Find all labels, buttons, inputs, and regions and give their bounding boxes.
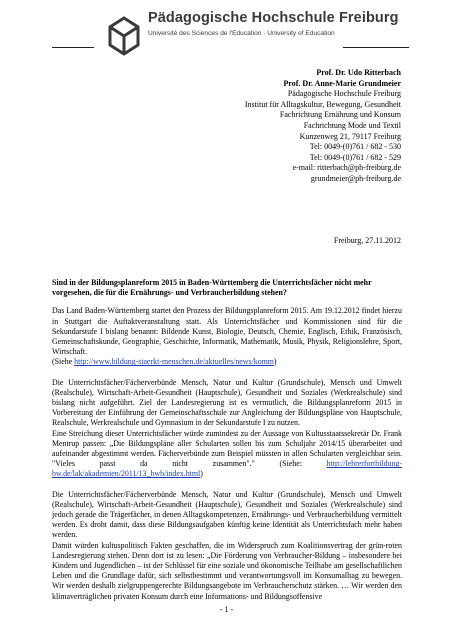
paragraph-text: Die Unterrichtsfächer/Fächerverbünde Mensch, Natur und Kultur (Grundschule), Mensch und Umwelt (Realschule), Wirtschaft-Arbeit-Gesundheit (Hauptschule), Gesundheit und Soziales (Werkrealschule) sind bislang nicht aufgeführt. Ziel der Landesregierung ist es vermutlich, die Bildungsplanreform 2015 in Vorbereitung der Einführung der Gemeinschaftsschule zur Angleichung der Bildungspläne von Hauptschule, Realschule, Werkrealschule und Gymnasium in der Sekundarstufe I zu nutzen. <box>52 377 402 428</box>
paragraph-2 <box>52 378 402 480</box>
see-prefix: (Siehe <box>52 357 75 367</box>
paragraph-text: Eine Streichung dieser Unterrichtsfächer würde zumindest zu der Aussage von Kultusstaatssekretär Dr. Frank Mentrup passen: „Die Bildungspläne aller Schularten sollen bis zum Schuljahr 2014/15 überarbeitet und aufeinander abgestimmt werden. Fächerverbünde zum Beispiel müssten in allen Schularten vergleichbar sein. "Vieles passt da nicht zusammen"." (Siehe: <box>52 428 402 469</box>
email-line: e-mail: ritterbach@ph-freiburg.de <box>292 163 401 173</box>
phone-line: Tel: 0049-(0)761 / 682 - 530 <box>309 142 401 152</box>
author-2: Prof. Dr. Anne-Marie Grundmeier <box>283 78 401 88</box>
institution-subtitle: Université des Sciences de l'Education · University of Education <box>148 30 335 37</box>
address-line: Institut für Alltagskultur, Bewegung, Gesundheit <box>244 99 401 109</box>
paragraph-text: Die Unterrichtsfächer/Fächerverbünde Mensch, Natur und Kultur (Grundschule), Mensch und Umwelt (Realschule), Wirtschaft-Arbeit-Gesundheit (Hauptschule), Gesundheit und Soziales (Werkrealschule) sind jedoch gerade die Trägerfächer, in denen Alltagskompetenzen, Ernährungs- und Verbraucherbildung vermittelt werden. Es droht damit, dass diese Bildungsaufgaben künftig keine Identität als Unterrichtsfach mehr haben werden. <box>52 489 402 540</box>
header-rule-left <box>52 47 94 48</box>
paragraph-1 <box>52 306 402 367</box>
email-line: grundmeier@ph-freiburg.de <box>310 173 401 183</box>
see-suffix: ) <box>273 357 277 367</box>
paragraph-text: Damit würden kultuspolitisch Fakten geschaffen, die im Widerspruch zum Koalitionsvertrag der grün-roten Landesregierung stehen. Denn dort ist zu lesen: „Die Förderung von Verbraucher-Bildung – insbesondere bei Kindern und Jugendlichen – ist der Schlüssel für eine soziale und ökonomische Teilhabe am gesellschaftlichen Leben und die Grundlage dafür, sich selbstbestimmt und verantwortungsvoll im Konsumalltag zu bewegen. Wir werden deshalb zielgruppengerechte Bildungsangebote im Verbraucherschutz stärken. … Wir werden den klimaverträglichen privaten Konsum durch eine Informations- und Bildungsoffensive <box>52 540 402 601</box>
page-number: - 1 - <box>219 605 234 614</box>
university-logo-icon <box>106 16 142 58</box>
link-lehrerfortbildung[interactable]: http://lehrerfortbildung-bw.de/lak/akademien/2011/13_bwb/index.html <box>52 459 402 479</box>
letter-date: Freiburg, 27.11.2012 <box>333 236 401 245</box>
link-bildung-staerkt-menschen[interactable]: http://www.bildung-staerkt-menschen.de/aktuelles/news/komm <box>74 357 274 367</box>
phone-line: Tel: 0049-(0)761 / 682 - 529 <box>309 152 401 162</box>
address-line: Pädagogische Hochschule Freiburg <box>287 89 401 99</box>
paragraph-3 <box>52 490 402 602</box>
sender-address <box>245 68 401 185</box>
address-line: Fachrichtung Mode und Textil <box>303 120 401 130</box>
address-line: Kunzenweg 21, 79117 Freiburg <box>299 131 401 141</box>
paragraph-text: Das Land Baden-Württemberg startet den Prozess der Bildungsplanreform 2015. Am 19.12.2012 findet hierzu in Stuttgart die Auftaktveranstaltung statt. Als Unterrichtsfächer und Kommissionen sind für die Sekundarstufe I bislang benannt: Bildende Kunst, Biologie, Deutsch, Chemie, Englisch, Ethik, Französisch, Gemeinschaftskunde, Geographie, Geschichte, Informatik, Mathematik, Musik, Physik, Religionslehre, Sport, Wirtschaft. <box>52 306 402 357</box>
header-rule-right <box>343 47 409 48</box>
link-suffix: ) <box>200 469 203 479</box>
subject-heading: Sind in der Bildungsplanreform 2015 in Baden-Württemberg die Unterrichtsfächer nicht mehr vorgesehen, die für die Ernährungs- und Verbraucherbildung stehen? <box>52 278 372 298</box>
institution-name: Pädagogische Hochschule Freiburg <box>148 10 399 26</box>
author-1: Prof. Dr. Udo Ritterbach <box>316 68 401 77</box>
address-line: Fachrichtung Ernährung und Konsum <box>279 110 401 120</box>
letter-body <box>52 278 402 612</box>
